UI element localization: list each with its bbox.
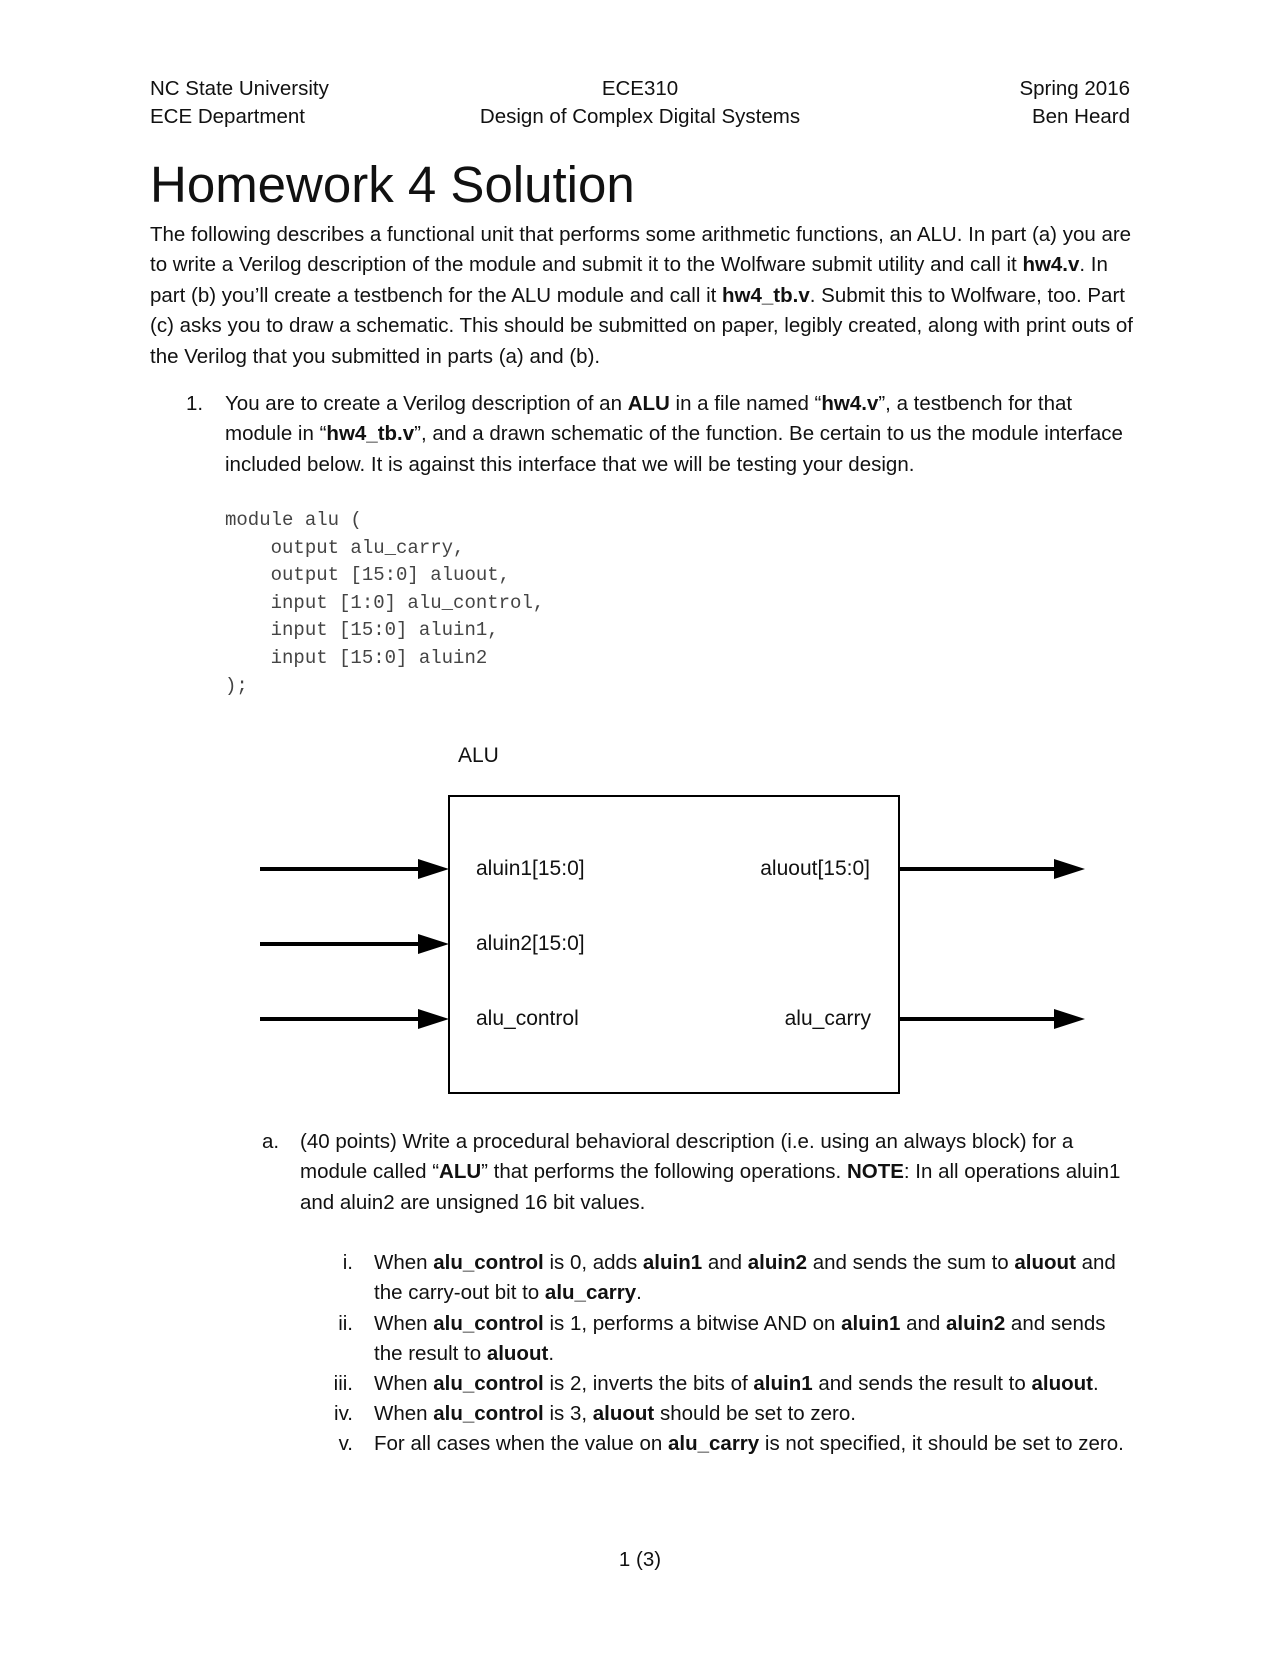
item-number-ii: ii.	[338, 1312, 353, 1335]
code-line: input [15:0] aluin1,	[225, 619, 499, 642]
verilog-code-block	[225, 507, 544, 700]
department-name: ECE Department	[150, 105, 305, 128]
arrowhead-alu-carry	[1054, 1009, 1085, 1029]
input-arrowheads	[418, 859, 449, 1029]
item-text-v: For all cases when the value on alu_carry is not specified, it should be set to zero.	[374, 1432, 1124, 1455]
item-number-iii: iii.	[333, 1372, 353, 1395]
input-arrows	[260, 869, 422, 1019]
port-aluout: aluout[15:0]	[760, 857, 870, 880]
item-number-v: v.	[338, 1432, 353, 1455]
header-left	[150, 75, 329, 131]
code-line: );	[225, 674, 248, 697]
arrowhead-aluout	[1054, 859, 1085, 879]
output-arrowheads	[1054, 859, 1085, 1029]
code-line: module alu (	[225, 509, 362, 531]
port-aluin1: aluin1[15:0]	[476, 857, 585, 880]
item-text-i: When alu_control is 0, adds aluin1 and aluin2 and sends the sum to aluout and the carry-out bit to alu_carry.	[374, 1251, 1116, 1305]
item-text-iii: When alu_control is 2, inverts the bits of aluin1 and sends the result to aluout.	[374, 1372, 1099, 1395]
code-line: input [1:0] alu_control,	[225, 591, 545, 614]
university-name: NC State University	[150, 77, 329, 100]
part-a-text: (40 points) Write a procedural behavioral description (i.e. using an always block) for a module called “ALU” that performs the following operations. NOTE: In all operations aluin1 and aluin2 are unsigned 16 bit values.	[300, 1130, 1121, 1214]
arrowhead-alu-control	[418, 1009, 449, 1029]
code-line: input [15:0] aluin2	[225, 646, 488, 669]
instructor-name: Ben Heard	[1031, 105, 1130, 128]
question-number: 1.	[186, 392, 204, 415]
question-text: You are to create a Verilog description of an ALU in a file named “hw4.v”, a testbench for that module in “hw4_tb.v”, and a drawn schematic of the function. Be certain to us the module interface included below. It is against this interface that we will be testing your design.	[225, 392, 1123, 476]
arrowhead-aluin1	[418, 859, 449, 879]
page-title: Homework 4 Solution	[150, 156, 635, 213]
output-arrows	[899, 869, 1058, 1019]
code-line: output alu_carry,	[225, 536, 465, 559]
intro-paragraph: The following describes a functional unit that performs some arithmetic functions, an ALU. In part (a) you are to write a Verilog description of the module and submit it to the Wolfware submit utility and call it hw4.v. In part (b) you’ll create a testbench for the ALU module and call it hw4_tb.v. Submit this to Wolfware, too. Part (c) asks you to draw a schematic. This should be submitted on paper, legibly created, along with print outs of the Verilog that you submitted in parts (a) and (b).	[150, 223, 1133, 368]
item-text-iv: When alu_control is 3, aluout should be set to zero.	[374, 1402, 856, 1425]
item-number-i: i.	[342, 1251, 353, 1274]
port-alu-control: alu_control	[476, 1007, 579, 1030]
course-code: ECE310	[601, 77, 679, 100]
header-right	[1019, 75, 1130, 131]
header-center	[380, 75, 900, 131]
item-text-ii: When alu_control is 1, performs a bitwise AND on aluin1 and aluin2 and sends the result to aluout.	[374, 1312, 1106, 1366]
alu-block-label: ALU	[458, 744, 499, 767]
item-number-iv: iv.	[334, 1402, 353, 1425]
semester: Spring 2016	[1019, 77, 1130, 100]
port-alu-carry: alu_carry	[784, 1007, 871, 1030]
page-number: 1 (3)	[618, 1548, 662, 1571]
arrowhead-aluin2	[418, 934, 449, 954]
part-a-label: a.	[262, 1130, 280, 1153]
code-line: output [15:0] aluout,	[225, 564, 511, 587]
course-title: Design of Complex Digital Systems	[479, 105, 801, 128]
port-aluin2: aluin2[15:0]	[476, 932, 585, 955]
